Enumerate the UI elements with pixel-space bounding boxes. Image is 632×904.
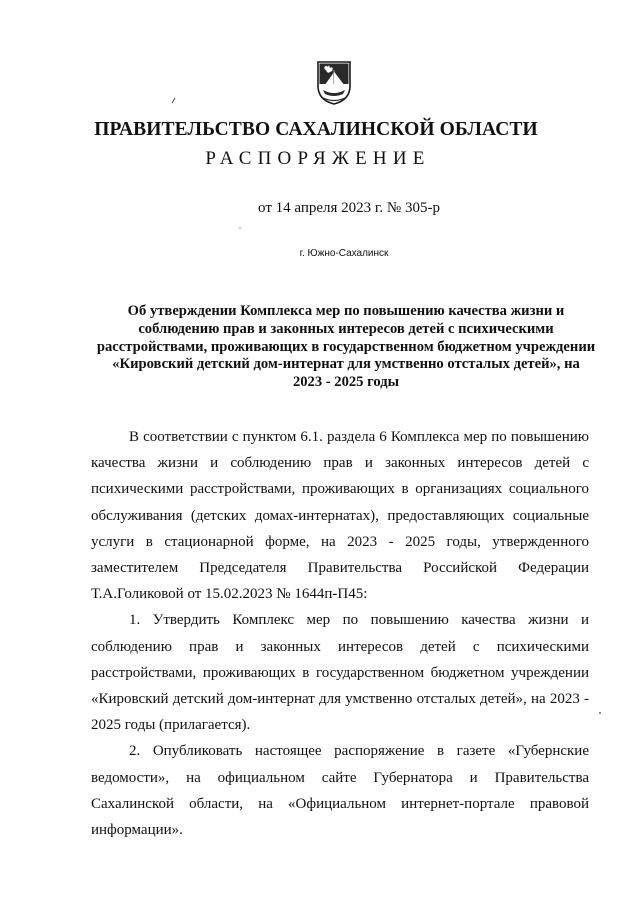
document-type: РАСПОРЯЖЕНИЕ (205, 148, 431, 169)
preamble-paragraph: В соответствии с пунктом 6.1. раздела 6 Комплекса мер по повышению качества жизни и соблюдению прав и законных интересов детей с психическими расстройствами, проживающих в организациях социального обслуживания (детских домах-интернатах), предоставляющих социальные услуги в стационарной форме, на 2023 - 2025 годы, утвержденного заместителем Председателя Правительства Российской Федерации Т.А.Голиковой от 15.02.2023 № 1644п-П45: (91, 429, 589, 603)
document-date-number: от 14 апреля 2023 г. № 305-р (258, 200, 440, 216)
clause-1-paragraph: 1. Утвердить Комплекс мер по повышению качества жизни и соблюдению прав и законных интересов детей с психическими расстройствами, проживающих в государственном бюджетном учреждении «Кировский детский дом-интернат для умственно отсталых детей», на 2023 - 2025 годы (прилагается). (91, 612, 589, 734)
document-body (91, 424, 589, 843)
document-subject: Об утверждении Комплекса мер по повышению качества жизни и соблюдению прав и законных интересов детей с психическими расстройствами, проживающих в государственном бюджетном учреждении «Кировский детский дом-интернат для умственно отсталых детей», на 2023 - 2025 годы (96, 303, 596, 391)
document-city: г. Южно-Сахалинск (299, 248, 389, 259)
coat-of-arms-emblem (316, 60, 352, 106)
clause-2-paragraph: 2. Опубликовать настоящее распоряжение в газете «Губернские ведомости», на официальном сайте Губернатора и Правительства Сахалинской области, на «Официальном интернет-портале правовой информации». (91, 743, 589, 839)
organization-title: ПРАВИТЕЛЬСТВО САХАЛИНСКОЙ ОБЛАСТИ (94, 119, 538, 140)
